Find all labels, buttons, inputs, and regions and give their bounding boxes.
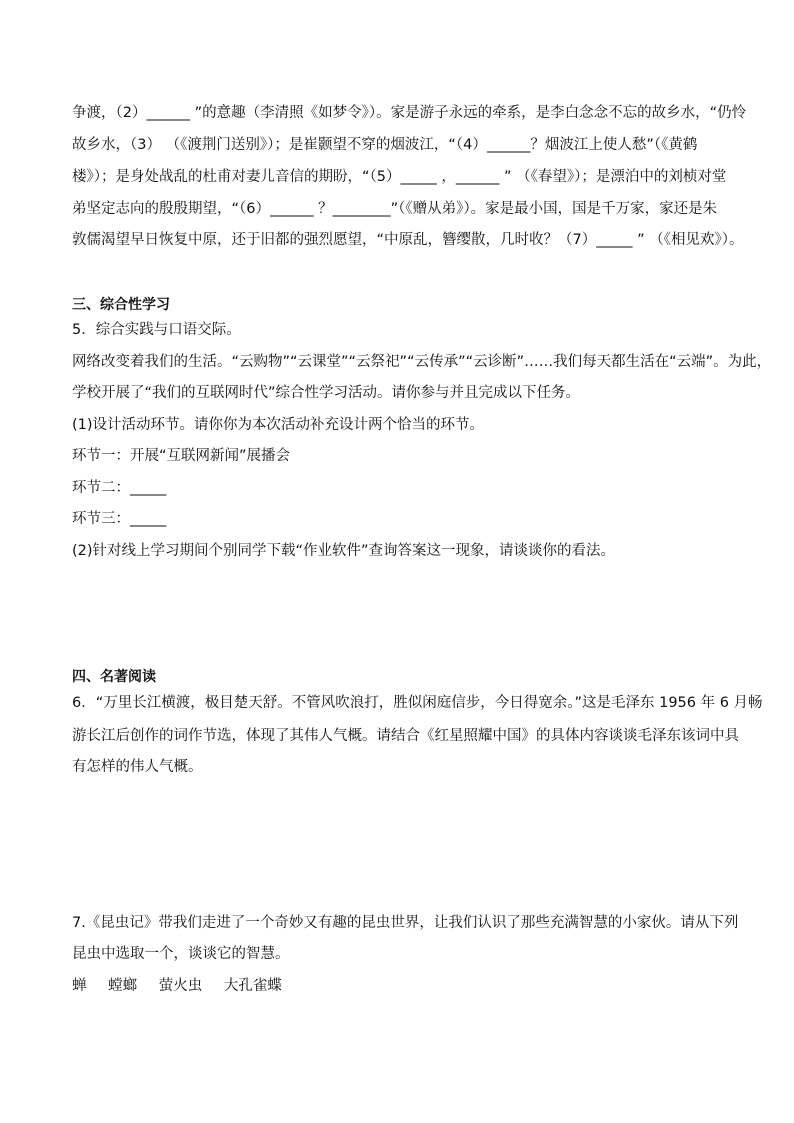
poem-line-5: 敦儒渴望早日恢复中原，还于旧都的强烈愿望，“中原乱，簪缨散，几时收？（7）_____ ” （《相见欢》）。 [72,232,744,248]
question-5-line-1: 网络改变着我们的生活。“云购物”“云课堂”“云祭祀”“云传承”“云诊断”……我们每天都生活在“云端”。为此， [72,354,772,370]
poem-line-1: 争渡，（2）______ ”的意趣（李清照《如梦令》）。家是游子永远的牵系，是李白念念不忘的故乡水，“仍怜 [72,105,747,121]
insect-option: 萤火虫 [158,978,203,994]
question-5-title: 5．综合实践与口语交际。 [72,322,241,338]
step-1: 环节一：开展“互联网新闻”展播会 [72,448,291,464]
task-2: (2)针对线上学习期间个别同学下载“作业软件”查询答案这一现象，请谈谈你的看法。 [72,543,616,559]
insect-options [72,976,299,996]
insect-option: 螳螂 [108,978,138,994]
poem-line-3: 楼》）；是身处战乱的杜甫对妻儿音信的期盼，“（5）_____ ，______ ” （《春望》）；是漂泊中的刘桢对堂 [72,169,727,185]
question-6-line-3: 有怎样的伟人气概。 [72,759,203,775]
insect-option: 蝉 [72,978,87,994]
section-3-heading: 三、综合性学习 [72,297,170,313]
question-7-line-1: 7.《昆虫记》带我们走进了一个奇妙又有趣的昆虫世界，让我们认识了那些充满智慧的小家伙。请从下列 [72,915,739,931]
question-5-line-2: 学校开展了“我们的互联网时代”综合性学习活动。请你参与并且完成以下任务。 [72,385,581,401]
step-2: 环节二：_____ [72,480,167,496]
question-6-line-2: 游长江后创作的词作节选，体现了其伟人气概。请结合《红星照耀中国》的具体内容谈谈毛泽东该词中具 [72,728,739,744]
poem-line-2: 故乡水，（3） （《渡荆门送别》）；是崔颢望不穿的烟波江，“（4）______？烟波江上使人愁”（《黄鹤 [72,137,698,153]
insect-option: 大孔雀蝶 [223,978,282,994]
poem-line-4: 弟坚定志向的殷殷期望，“（6）______ ？________”（《赠从弟》）。家是最小国，国是千万家，家还是朱 [72,201,718,217]
question-7-line-2: 昆虫中选取一个，谈谈它的智慧。 [72,946,290,962]
section-4-heading: 四、名著阅读 [72,669,156,685]
question-6-line-1: 6．“万里长江横渡，极目楚天舒。不管风吹浪打，胜似闲庭信步，今日得宽余。”这是毛泽东 1956 年 6 月畅 [72,695,763,711]
task-1: (1)设计活动环节。请你你为本次活动补充设计两个恰当的环节。 [72,417,485,433]
step-3: 环节三：_____ [72,511,167,527]
